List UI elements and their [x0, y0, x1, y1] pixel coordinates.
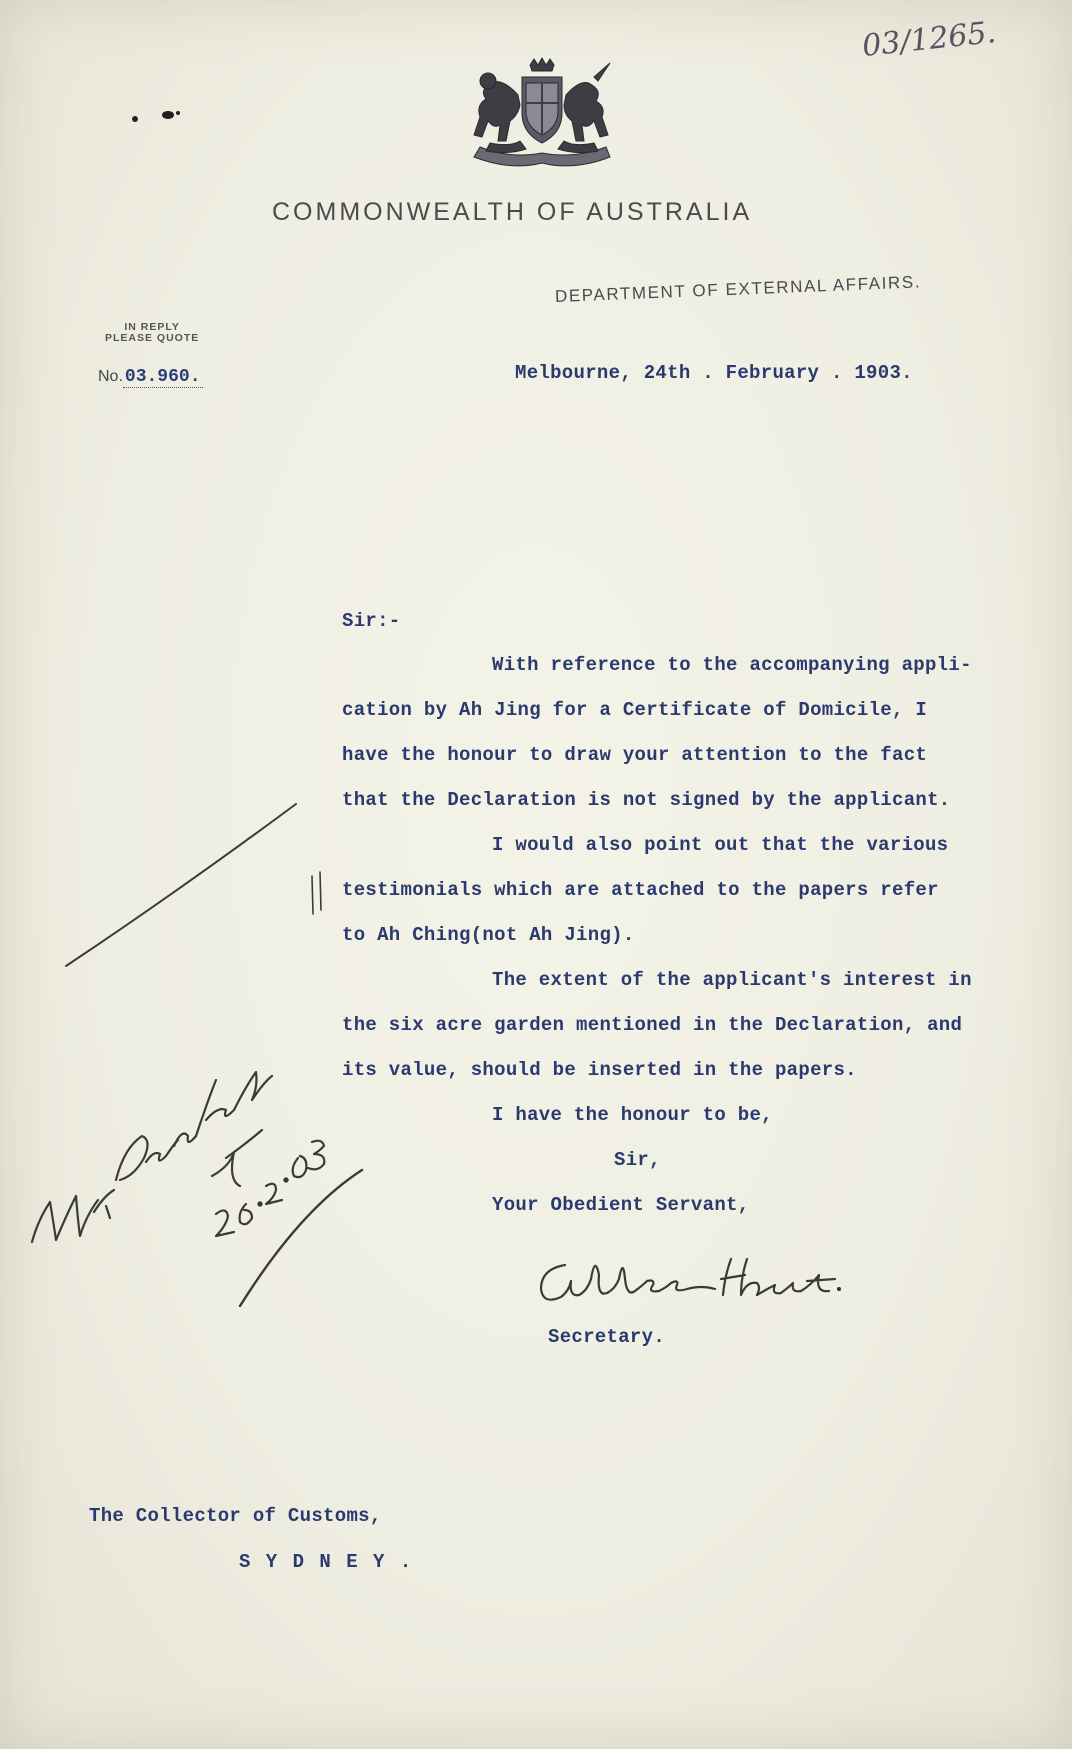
addressee-line-1: The Collector of Customs, — [89, 1505, 382, 1527]
signature — [535, 1245, 865, 1315]
reference-number — [98, 367, 203, 387]
signatory-title: Secretary. — [548, 1326, 666, 1348]
reply-instruction-line-2: PLEASE QUOTE — [105, 332, 200, 344]
closing-servant: Your Obedient Servant, — [492, 1194, 750, 1216]
salutation: Sir:- — [342, 610, 401, 632]
margin-handwritten-note — [20, 990, 340, 1280]
reply-instruction-line-1: IN REPLY — [124, 321, 180, 333]
body-line: that the Declaration is not signed by the applicant. — [342, 789, 951, 811]
body-line: the six acre garden mentioned in the Declaration, and — [342, 1014, 963, 1036]
coat-of-arms-icon — [460, 55, 620, 170]
place-and-date: Melbourne, 24th . February . 1903. — [515, 362, 913, 384]
closing-line: I have the honour to be, — [492, 1104, 773, 1126]
file-reference-annotation: 03/1265. — [860, 15, 998, 64]
reference-number-value: 03.960. — [124, 367, 201, 387]
body-line: cation by Ah Jing for a Certificate of Domicile, I — [342, 699, 928, 721]
closing-sir: Sir, — [614, 1149, 661, 1171]
ink-blot-marks — [120, 95, 190, 135]
body-line: to Ah Ching(not Ah Jing). — [342, 924, 635, 946]
department-heading: DEPARTMENT OF EXTERNAL AFFAIRS. — [554, 272, 922, 306]
reference-number-label: No. — [98, 368, 123, 385]
reply-instruction — [105, 322, 199, 344]
body-line: testimonials which are attached to the papers refer — [342, 879, 939, 901]
body-line: With reference to the accompanying appli- — [492, 654, 972, 676]
addressee-line-2: S Y D N E Y . — [239, 1551, 414, 1573]
body-line: have the honour to draw your attention to the fact — [342, 744, 928, 766]
body-line: I would also point out that the various — [492, 834, 949, 856]
letterhead-title: COMMONWEALTH OF AUSTRALIA — [272, 198, 753, 226]
body-line: The extent of the applicant's interest in — [492, 969, 972, 991]
body-line: its value, should be inserted in the papers. — [342, 1059, 857, 1081]
